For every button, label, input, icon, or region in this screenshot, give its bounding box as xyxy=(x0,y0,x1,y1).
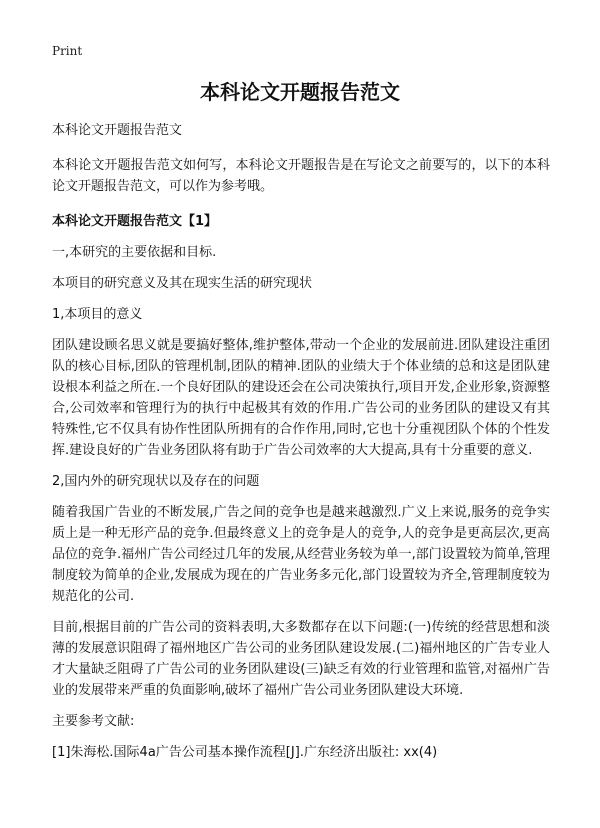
heading-research-significance: 本项目的研究意义及其在现实生活的研究现状 xyxy=(52,276,313,291)
subtitle: 本科论文开题报告范文 xyxy=(52,123,183,138)
reference-item: [1]朱海松.国际4a广告公司基本操作流程[J].广东经济出版社: xx(4) xyxy=(52,745,438,760)
heading-research-basis: 一,本研究的主要依据和目标. xyxy=(52,245,217,260)
heading-research-status: 2,国内外的研究现状以及存在的问题 xyxy=(52,474,260,489)
document-title: 本科论文开题报告范文 xyxy=(200,80,400,104)
paragraph-problems: 目前,根据目前的广告公司的资料表明,大多数都存在以下问题:(一)传统的经营思想和淡薄的发展意识阻碍了福州地区广告公司的业务团队建设发展.(二)福州地区的广告专业人才大量缺乏阻碍了广告公司的业务团队建设(三)缺乏有效的行业管理和监管,对福州广告业的发展带来严重的负面影响,破坏了福州广告公司业务团队建设大环境. xyxy=(52,620,550,698)
references-heading: 主要参考文献: xyxy=(52,714,135,729)
section-heading: 本科论文开题报告范文【1】 xyxy=(52,214,218,229)
print-label: Print xyxy=(52,44,83,58)
heading-project-meaning: 1,本项目的意义 xyxy=(52,307,143,322)
document-body xyxy=(52,120,550,763)
intro-paragraph: 本科论文开题报告范文如何写，本科论文开题报告是在写论文之前要写的，以下的本科论文开题报告范文，可以作为参考哦。 xyxy=(52,158,550,194)
paragraph-competition: 随着我国广告业的不断发展,广告之间的竞争也是越来越激烈.广义上来说,服务的竞争实质上是一种无形产品的竞争.但最终意义上的竞争是人的竞争,人的竞争是更高层次,更高品位的竞争.福州广告公司经过几年的发展,从经营业务较为单一,部门设置较为简单,管理制度较为简单的企业,发展成为现在的广告业务多元化,部门设置较为齐全,管理制度较为规范化的公司. xyxy=(52,505,550,604)
paragraph-team-building: 团队建设顾名思义就是要搞好整体,维护整体,带动一个企业的发展前进.团队建设注重团队的核心目标,团队的管理机制,团队的精神.团队的业绩大于个体业绩的总和这是团队建设根本利益之所在.一个良好团队的建设还会在公司决策执行,项目开发,企业形象,资源整合,公司效率和管理行为的执行中起极其有效的作用.广告公司的业务团队的建设又有其特殊性,它不仅具有协作性团队所拥有的合作作用,同时,它也十分重视团队个体的个性发挥.建设良好的广告业务团队将有助于广告公司效率的大大提高,具有十分重要的意义. xyxy=(52,338,550,458)
